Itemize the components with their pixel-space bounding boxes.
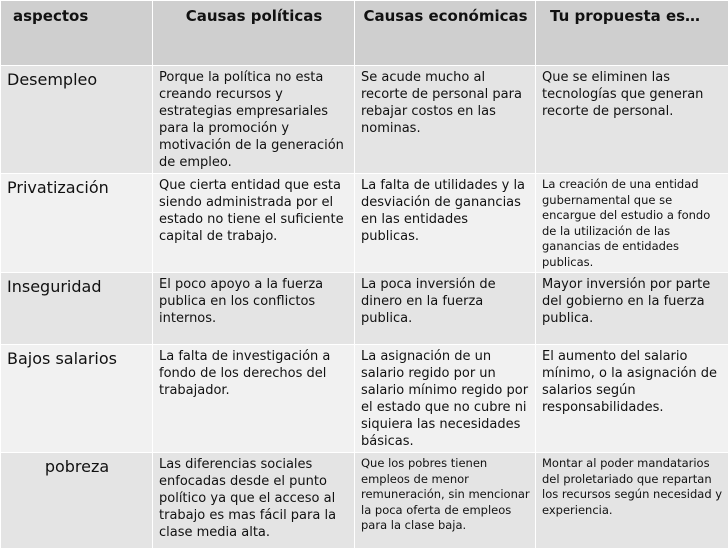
aspect-cell: Privatización — [1, 174, 153, 273]
politicas-cell: Las diferencias sociales enfocadas desde el punto político ya que el acceso al trabajo es mas fácil para la clase media alta. — [153, 453, 355, 549]
table-row — [1, 174, 728, 273]
header-row — [1, 1, 728, 66]
economicas-cell: Que los pobres tienen empleos de menor remuneración, sin mencionar la poca oferta de empleos para la clase baja. — [355, 453, 536, 549]
header-aspectos: aspectos — [1, 1, 153, 66]
table-row — [1, 66, 728, 174]
propuesta-cell: El aumento del salario mínimo, o la asignación de salarios según responsabilidades. — [536, 345, 728, 453]
table-row — [1, 453, 728, 549]
politicas-cell: Porque la política no esta creando recursos y estrategias empresariales para la promoción y motivación de la generación de empleo. — [153, 66, 355, 174]
aspect-cell: Inseguridad — [1, 273, 153, 345]
aspect-cell: Bajos salarios — [1, 345, 153, 453]
aspect-cell: pobreza — [1, 453, 153, 549]
economicas-cell: La poca inversión de dinero en la fuerza publica. — [355, 273, 536, 345]
politicas-cell: El poco apoyo a la fuerza publica en los conflictos internos. — [153, 273, 355, 345]
aspect-cell: Desempleo — [1, 66, 153, 174]
propuesta-cell: Mayor inversión por parte del gobierno en la fuerza publica. — [536, 273, 728, 345]
header-propuesta: Tu propuesta es… — [536, 1, 728, 66]
header-causas-economicas: Causas económicas — [355, 1, 536, 66]
propuesta-cell: Que se eliminen las tecnologías que generan recorte de personal. — [536, 66, 728, 174]
propuesta-cell: Montar al poder mandatarios del proletariado que repartan los recursos según necesidad y experiencia. — [536, 453, 728, 549]
propuesta-cell: La creación de una entidad gubernamental que se encargue del estudio a fondo de la utilización de las ganancias de entidades publicas. — [536, 174, 728, 273]
economicas-cell: La asignación de un salario regido por un salario mínimo regido por el estado que no cubre ni siquiera las necesidades básicas. — [355, 345, 536, 453]
politicas-cell: La falta de investigación a fondo de los derechos del trabajador. — [153, 345, 355, 453]
table-row — [1, 273, 728, 345]
table-row — [1, 345, 728, 453]
header-causas-politicas: Causas políticas — [153, 1, 355, 66]
economicas-cell: La falta de utilidades y la desviación de ganancias en las entidades publicas. — [355, 174, 536, 273]
economicas-cell: Se acude mucho al recorte de personal para rebajar costos en las nominas. — [355, 66, 536, 174]
politicas-cell: Que cierta entidad que esta siendo administrada por el estado no tiene el suficiente capital de trabajo. — [153, 174, 355, 273]
